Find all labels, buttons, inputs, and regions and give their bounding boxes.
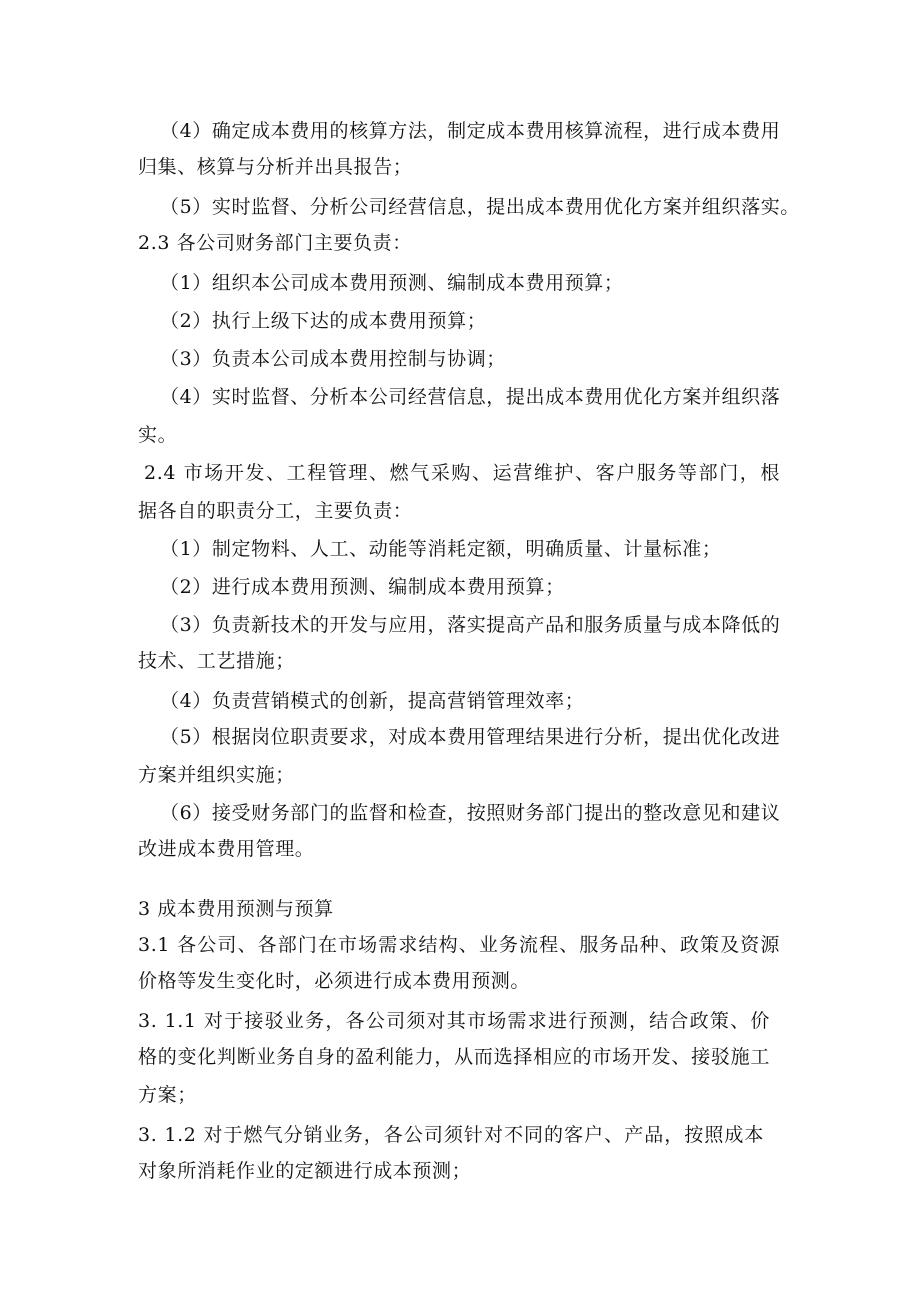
paragraph-line: 归集、核算与分析并出具报告；: [138, 156, 413, 178]
paragraph-line: 对象所消耗作业的定额进行成本预测；: [138, 1160, 472, 1182]
paragraph-line: 改进成本费用管理。: [138, 838, 315, 860]
paragraph-line: 3. 1.1 对于接驳业务，各公司须对其市场需求进行预测，结合政策、价: [138, 1010, 770, 1032]
section-heading-3: 3 成本费用预测与预算: [138, 898, 334, 920]
paragraph-line: （5）根据岗位职责要求，对成本费用管理结果进行分析，提出优化改进: [160, 726, 781, 748]
paragraph-line: 据各自的职责分工，主要负责：: [138, 500, 413, 522]
paragraph-line: 实。: [138, 424, 178, 446]
paragraph-line: （2）执行上级下达的成本费用预算；: [160, 310, 487, 332]
paragraph-line: （3）负责新技术的开发与应用，落实提高产品和服务质量与成本降低的: [160, 614, 781, 636]
paragraph-line: （4）负责营销模式的创新，提高营销管理效率；: [160, 690, 585, 712]
paragraph-line: 3. 1.2 对于燃气分销业务，各公司须针对不同的客户、产品，按照成本: [138, 1124, 764, 1146]
paragraph-line: （5）实时监督、分析公司经营信息，提出成本费用优化方案并组织落实。: [160, 196, 800, 218]
paragraph-line: （3）负责本公司成本费用控制与协调；: [160, 348, 506, 370]
paragraph-line: 格的变化判断业务自身的盈利能力，从而选择相应的市场开发、接驳施工: [138, 1046, 770, 1068]
paragraph-line: （6）接受财务部门的监督和检查，按照财务部门提出的整改意见和建议: [160, 802, 781, 824]
paragraph-line: （4）实时监督、分析本公司经营信息，提出成本费用优化方案并组织落: [160, 386, 781, 408]
paragraph-line: （1）制定物料、人工、动能等消耗定额，明确质量、计量标准；: [160, 538, 722, 560]
paragraph-line: （4）确定成本费用的核算方法，制定成本费用核算流程，进行成本费用: [160, 120, 781, 142]
section-heading-2-3: 2.3 各公司财务部门主要负责：: [138, 232, 412, 254]
paragraph-line: （2）进行成本费用预测、编制成本费用预算；: [160, 576, 565, 598]
paragraph-line: 方案；: [138, 1084, 197, 1106]
paragraph-line: 方案并组织实施；: [138, 764, 295, 786]
paragraph-line: 3.1 各公司、各部门在市场需求结构、业务流程、服务品种、政策及资源: [138, 934, 780, 956]
paragraph-line: （1）组织本公司成本费用预测、编制成本费用预算；: [160, 272, 624, 294]
paragraph-line: 技术、工艺措施；: [138, 650, 295, 672]
paragraph-line: 价格等发生变化时，必须进行成本费用预测。: [138, 970, 531, 992]
section-heading-2-4: 2.4 市场开发、工程管理、燃气采购、运营维护、客户服务等部门，根: [144, 462, 780, 484]
